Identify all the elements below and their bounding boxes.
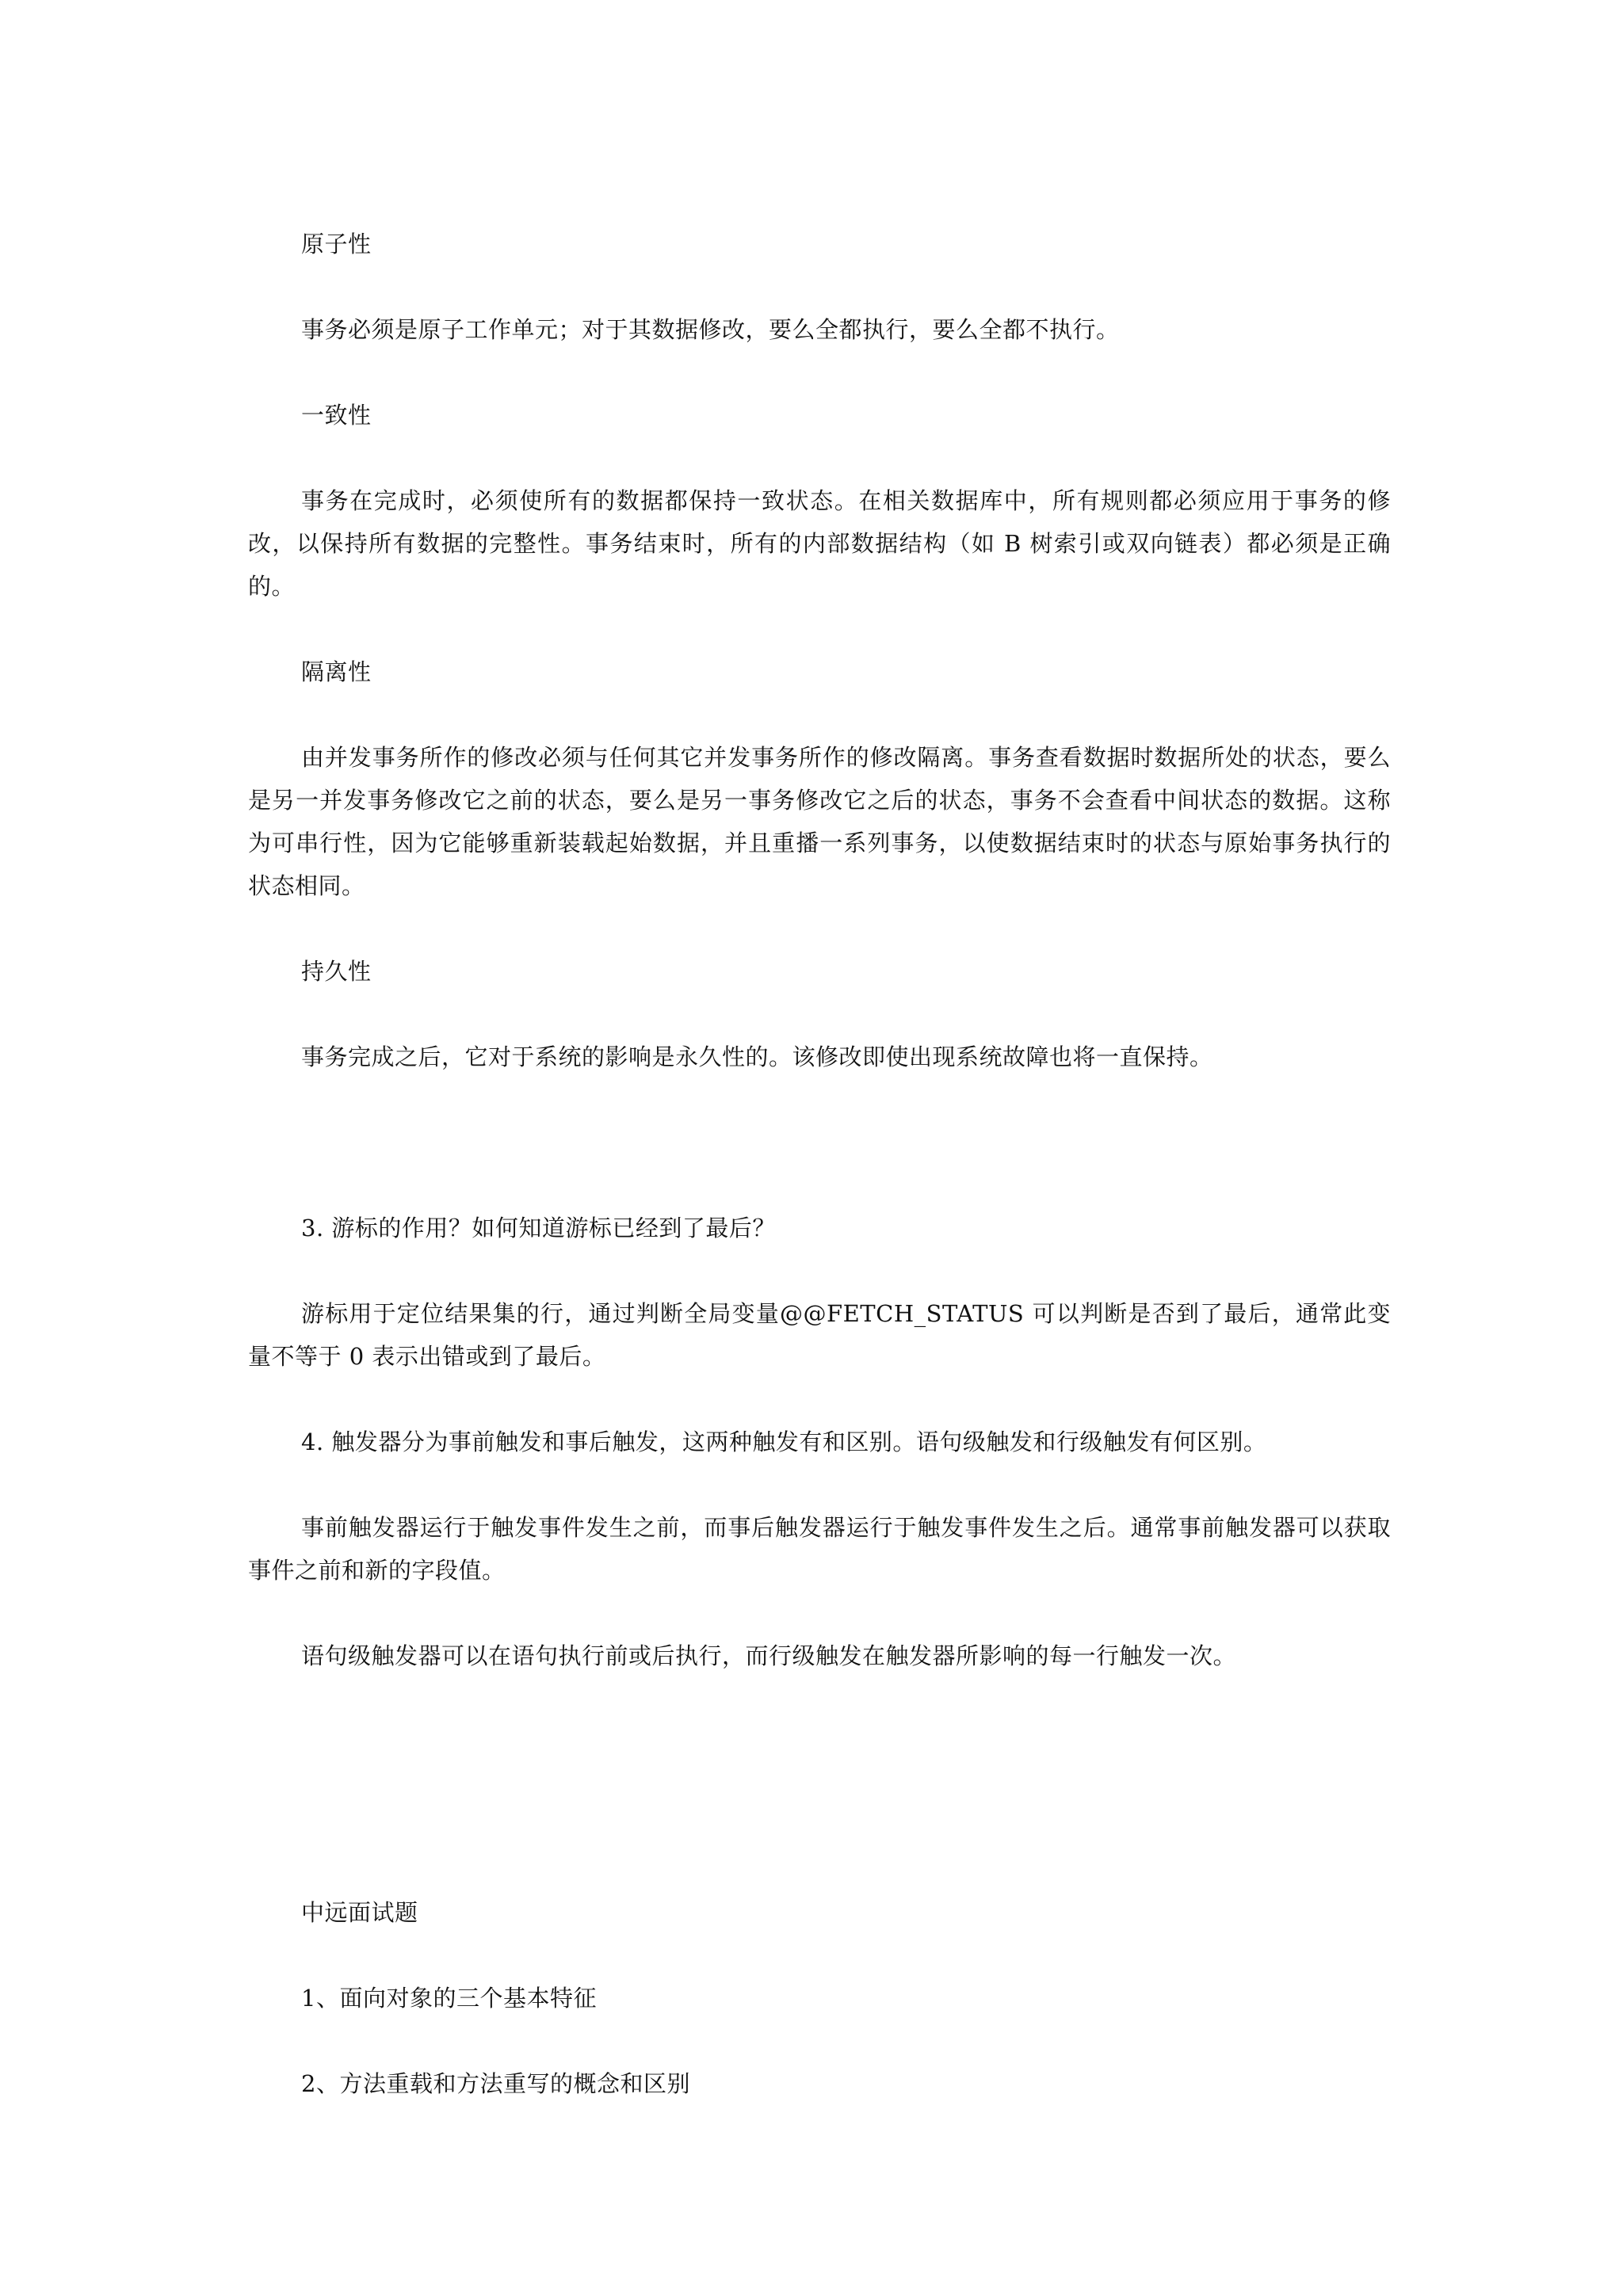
question-overload-override: 2、方法重载和方法重写的概念和区别 xyxy=(301,2070,690,2097)
heading-interview-questions: 中远面试题 xyxy=(301,1899,418,1926)
answer-trigger-level: 语句级触发器可以在语句执行前或后执行，而行级触发在触发器所影响的每一行触发一次。 xyxy=(301,1642,1237,1669)
answer-cursor: 游标用于定位结果集的行，通过判断全局变量@@FETCH_STATUS 可以判断是否到了最后，通常此变量不等于 0 表示出错或到了最后。 xyxy=(248,1300,1391,1370)
heading-isolation: 隔离性 xyxy=(301,658,372,685)
paragraph-isolation: 由并发事务所作的修改必须与任何其它并发事务所作的修改隔离。事务查看数据时数据所处的状态，要么是另一并发事务修改它之前的状态，要么是另一事务修改它之后的状态，事务不会查看中间状态的数据。这称为可串行性，因为它能够重新装载起始数据，并且重播一系列事务，以使数据结束时的状态与原始事务执行的状态相同。 xyxy=(248,744,1391,899)
answer-trigger-timing: 事前触发器运行于触发事件发生之前，而事后触发器运行于触发事件发生之后。通常事前触发器可以获取事件之前和新的字段值。 xyxy=(248,1514,1391,1584)
paragraph-atomicity: 事务必须是原子工作单元；对于其数据修改，要么全都执行，要么全都不执行。 xyxy=(301,316,1120,343)
heading-durability: 持久性 xyxy=(301,958,372,985)
paragraph-durability: 事务完成之后，它对于系统的影响是永久性的。该修改即使出现系统故障也将一直保持。 xyxy=(301,1043,1213,1070)
question-trigger: 4. 触发器分为事前触发和事后触发，这两种触发有和区别。语句级触发和行级触发有何区别。 xyxy=(301,1428,1267,1455)
heading-atomicity: 原子性 xyxy=(301,231,372,257)
heading-consistency: 一致性 xyxy=(301,402,372,429)
paragraph-consistency: 事务在完成时，必须使所有的数据都保持一致状态。在相关数据库中，所有规则都必须应用于事务的修改，以保持所有数据的完整性。事务结束时，所有的内部数据结构（如 B 树索引或双向链表）都必须是正确的。 xyxy=(248,487,1391,600)
question-oop-features: 1、面向对象的三个基本特征 xyxy=(301,1985,597,2012)
question-cursor: 3. 游标的作用？如何知道游标已经到了最后？ xyxy=(301,1215,776,1241)
